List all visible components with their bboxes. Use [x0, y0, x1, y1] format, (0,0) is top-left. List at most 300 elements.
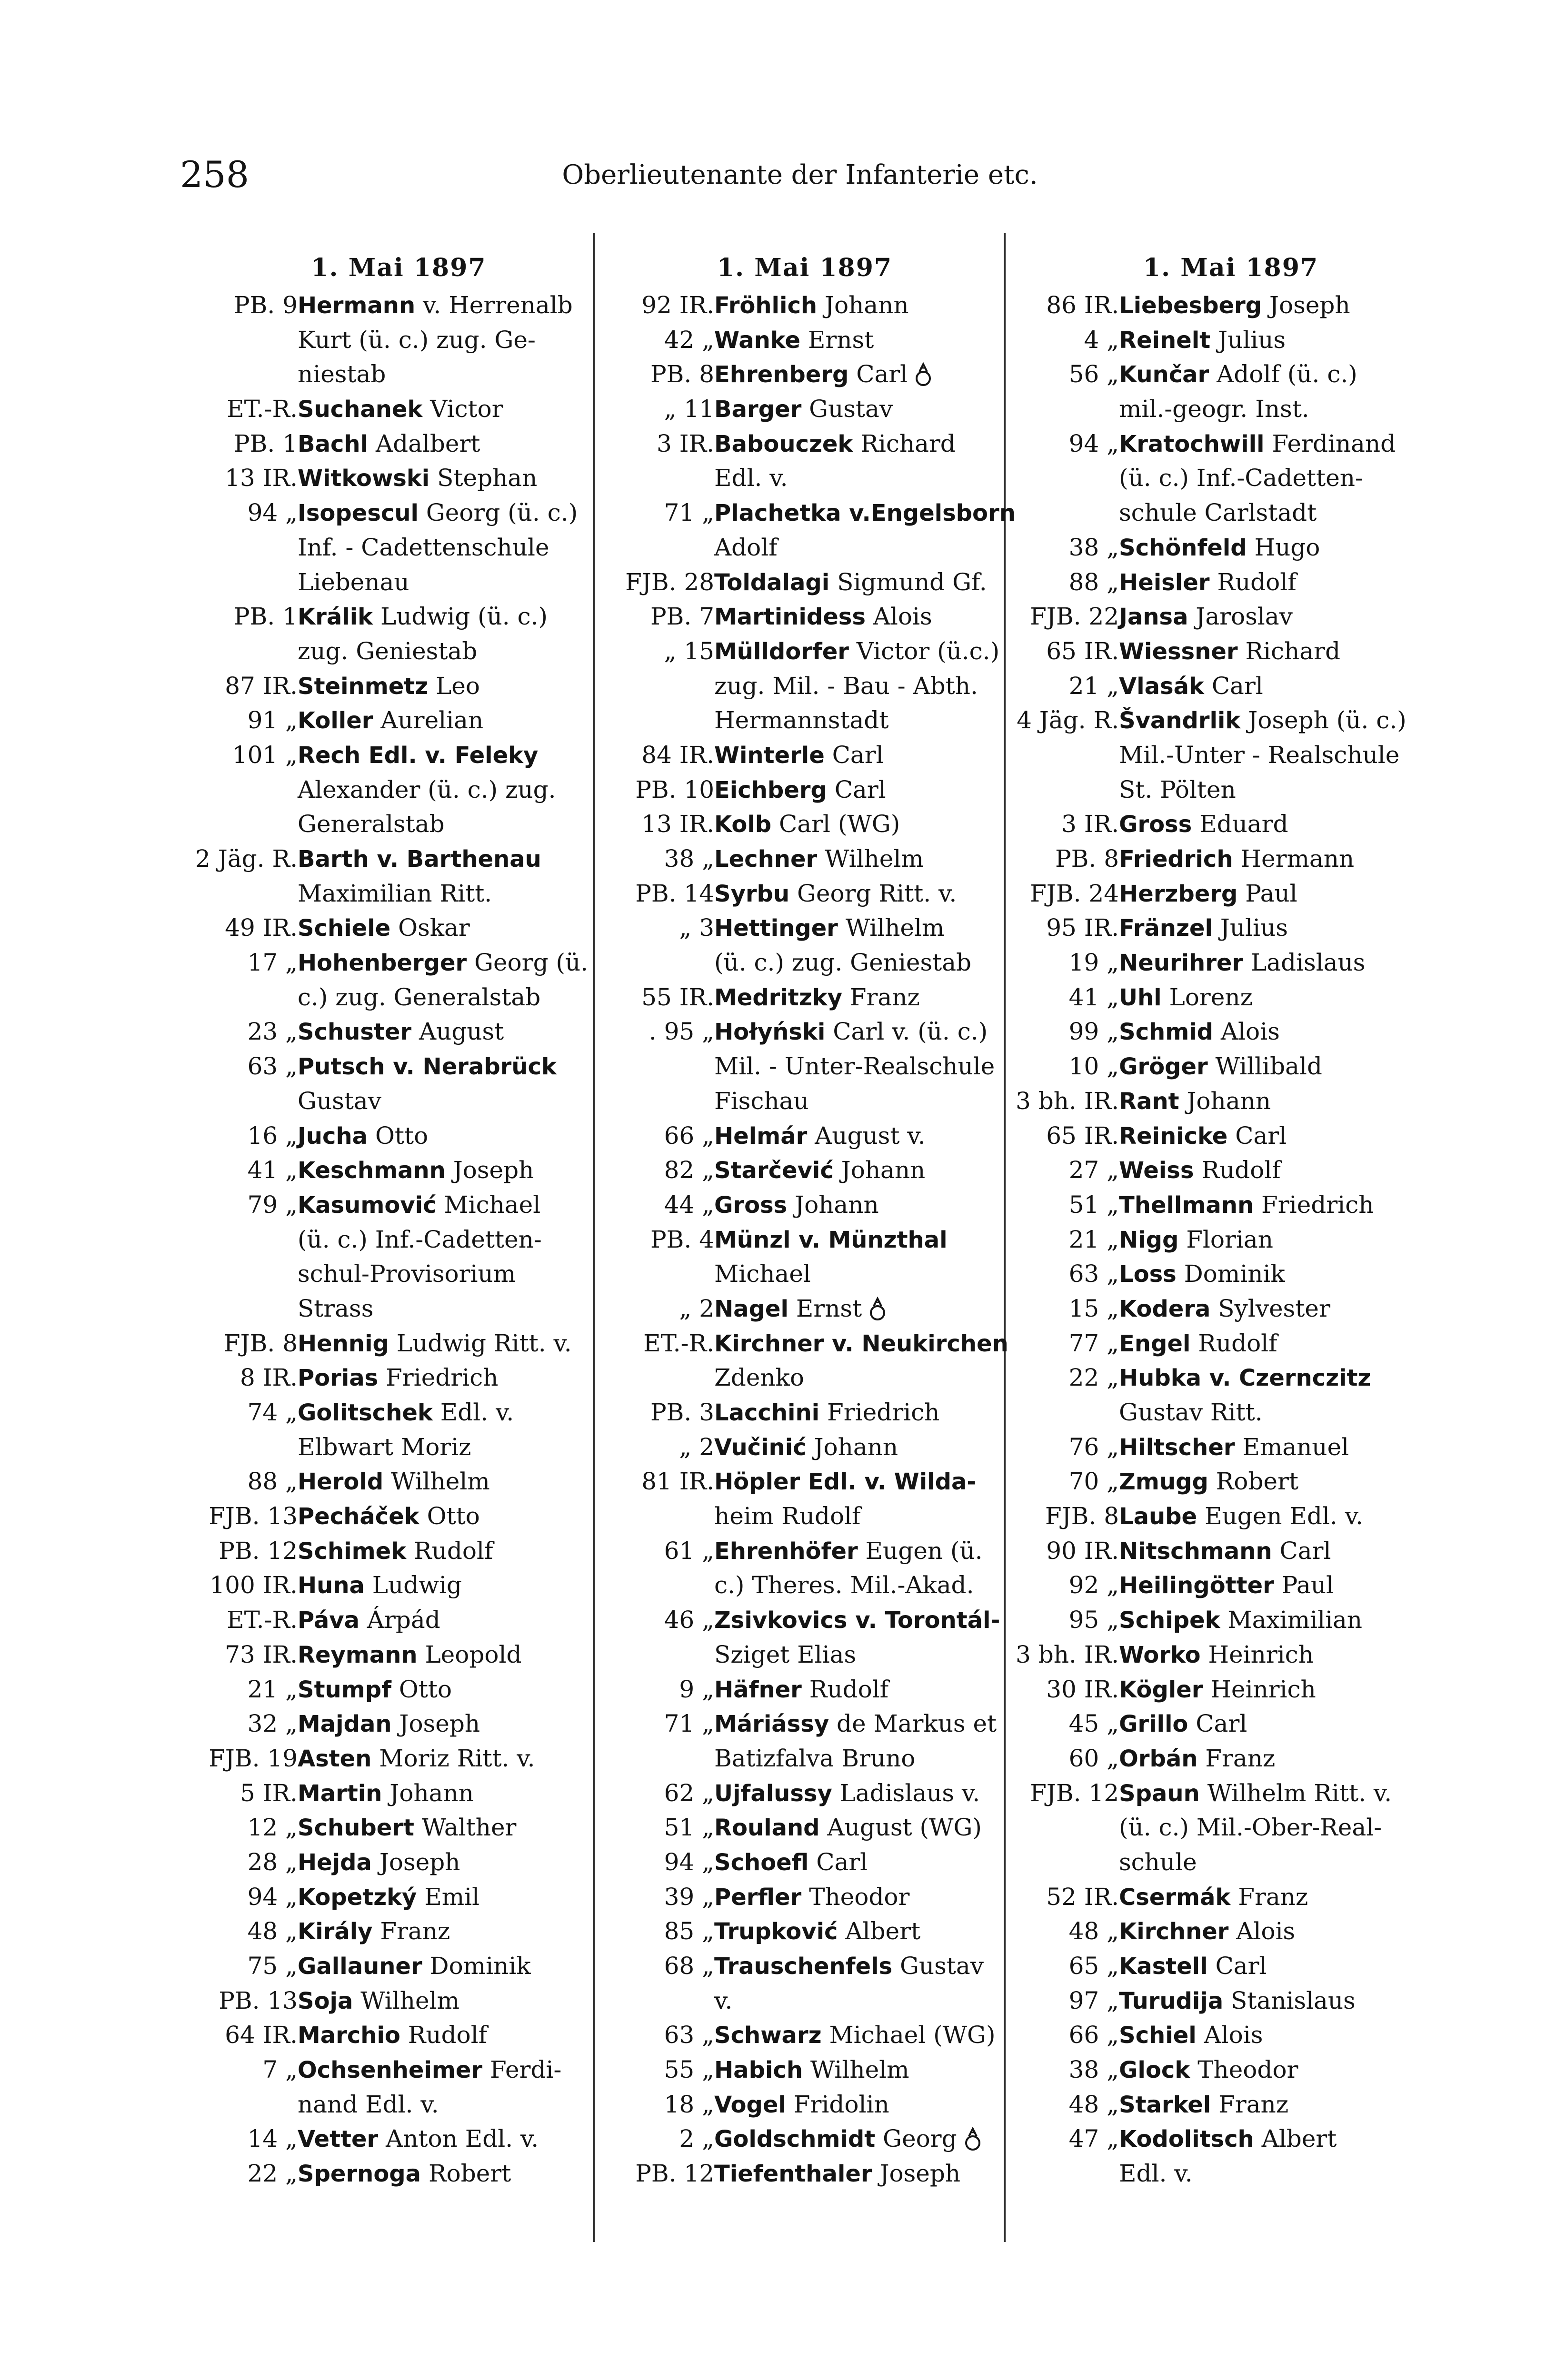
officer-details: Gustav — [801, 395, 893, 423]
officer-surname: Kirchner — [1119, 1918, 1229, 1945]
unit-designation: 101 „ — [232, 741, 298, 769]
column-3 — [1009, 248, 1452, 2191]
officer-surname: Neurihrer — [1119, 950, 1244, 977]
officer-entry — [605, 2053, 1005, 2087]
officer-entry — [1009, 634, 1452, 669]
officer-entry — [188, 1845, 609, 1880]
officer-details: Alois — [1228, 1917, 1296, 1945]
continuation-line: zug. Geniestab — [298, 637, 478, 665]
officer-entry — [605, 1014, 1005, 1118]
officer-entry — [1009, 323, 1452, 357]
officer-details: Leopold — [417, 1640, 522, 1668]
officer-entry — [1009, 1637, 1452, 1672]
officer-surname: Máriássy — [714, 1711, 829, 1738]
officer-surname: Thellmann — [1119, 1191, 1254, 1219]
unit-designation: 65 IR. — [1046, 1121, 1119, 1150]
officer-details: Carl — [808, 1848, 868, 1876]
officer-details: Carl — [827, 775, 886, 803]
unit-designation: 47 „ — [1068, 2125, 1119, 2153]
officer-surname: Kasumović — [298, 1191, 437, 1219]
unit-designation: 21 „ — [247, 1675, 298, 1703]
officer-entry — [605, 911, 1005, 980]
officer-details: Walther — [414, 1814, 517, 1842]
officer-entry — [188, 392, 609, 426]
officer-details: Joseph — [371, 1848, 460, 1876]
officer-surname: Engel — [1119, 1330, 1191, 1357]
officer-details: Stephan — [429, 464, 538, 492]
officer-entry — [188, 426, 609, 461]
officer-details: Sigmund Gf. — [829, 568, 987, 596]
officer-entry — [188, 1049, 609, 1118]
officer-entry — [188, 1119, 609, 1153]
officer-surname: Gallauner — [298, 1953, 422, 1980]
unit-designation: 71 „ — [664, 1710, 714, 1738]
officer-details: Richard — [853, 429, 956, 457]
officer-surname: Wanke — [714, 327, 800, 354]
officer-entry — [1009, 1291, 1452, 1326]
officer-details: Julius — [1210, 326, 1286, 354]
continuation-line: Gustav Ritt. — [1119, 1398, 1263, 1426]
officer-entry — [188, 1188, 609, 1326]
unit-designation: 61 „ — [664, 1537, 714, 1565]
officer-surname: Králik — [298, 604, 373, 631]
unit-designation: PB. 9 — [234, 291, 298, 319]
unit-designation: 22 „ — [1068, 1364, 1119, 1392]
officer-entry — [1009, 1084, 1452, 1119]
unit-designation: 3 bh. IR. — [1016, 1640, 1119, 1668]
officer-details: Johann — [1179, 1087, 1271, 1115]
unit-designation: 38 „ — [1068, 533, 1119, 561]
officer-details: Otto — [391, 1675, 452, 1703]
officer-surname: Friedrich — [1119, 846, 1233, 873]
unit-designation: 100 IR. — [210, 1571, 298, 1599]
column-title: 1. Mai 1897 — [1143, 253, 1319, 282]
officer-surname: Nagel — [714, 1295, 788, 1322]
officer-surname: Hejda — [298, 1849, 372, 1876]
officer-surname: Kodera — [1119, 1295, 1211, 1322]
continuation-line: Sziget Elias — [714, 1640, 857, 1668]
unit-designation: 3 bh. IR. — [1016, 1087, 1119, 1115]
officer-surname: Zsivkovics v. Torontál- — [714, 1607, 1000, 1634]
officer-details: Emanuel — [1235, 1433, 1349, 1461]
officer-details: de Markus et — [829, 1710, 997, 1738]
decoration-icon — [868, 1296, 887, 1321]
unit-designation: FJB. 8 — [1045, 1502, 1119, 1530]
officer-details: Paul — [1274, 1571, 1334, 1599]
officer-details: Ferdi- — [482, 2056, 562, 2084]
officer-surname: Király — [298, 1918, 373, 1945]
officer-entry — [1009, 1983, 1452, 2018]
unit-designation: 22 „ — [247, 2160, 298, 2188]
officer-surname: Schiel — [1119, 2022, 1197, 2049]
unit-designation: . 95 „ — [649, 1018, 714, 1046]
officer-surname: Babouczek — [714, 430, 853, 457]
unit-designation: 38 „ — [664, 845, 714, 873]
officer-details: Hugo — [1247, 533, 1320, 561]
officer-entry — [1009, 1880, 1452, 1914]
unit-designation: 38 „ — [1068, 2056, 1119, 2084]
officer-surname: Barger — [714, 396, 802, 423]
officer-surname: Fröhlich — [714, 292, 818, 319]
officer-details: Stanislaus — [1223, 1986, 1356, 2014]
unit-designation: 95 IR. — [1046, 914, 1119, 942]
officer-details: Friedrich — [819, 1398, 940, 1426]
officer-surname: Švandrlik — [1119, 707, 1241, 734]
officer-entry — [1009, 1914, 1452, 1949]
officer-surname: Rouland — [714, 1815, 820, 1842]
officer-details: Paul — [1238, 879, 1298, 907]
officer-surname: Asten — [298, 1745, 372, 1772]
officer-entry — [1009, 1222, 1452, 1257]
officer-entry — [605, 599, 1005, 634]
officer-details: Georg Ritt. v. — [789, 879, 957, 907]
continuation-line: Batizfalva Bruno — [714, 1744, 916, 1772]
officer-surname: Kunčar — [1119, 361, 1209, 388]
officer-entry — [1009, 1153, 1452, 1188]
officer-surname: Schoefl — [714, 1849, 809, 1876]
continuation-line: Adolf — [714, 533, 778, 561]
officer-surname: Schwarz — [714, 2022, 822, 2049]
officer-details: Carl v. (ü. c.) — [825, 1018, 988, 1046]
officer-entry — [188, 1534, 609, 1568]
officer-entry — [605, 1949, 1005, 2018]
unit-designation: PB. 4 — [650, 1225, 714, 1253]
unit-designation: 23 „ — [247, 1018, 298, 1046]
officer-surname: Uhl — [1119, 984, 1162, 1011]
unit-designation: 16 „ — [247, 1121, 298, 1150]
officer-details: Franz — [372, 1917, 450, 1945]
unit-designation: 63 „ — [247, 1052, 298, 1081]
officer-surname: Martin — [298, 1780, 382, 1807]
unit-designation: 62 „ — [664, 1779, 714, 1807]
unit-designation: FJB. 24 — [1030, 879, 1119, 907]
officer-surname: Fränzel — [1119, 915, 1213, 942]
officer-surname: Hettinger — [714, 915, 838, 942]
officer-entry — [605, 773, 1005, 807]
officer-entry — [188, 1741, 609, 1776]
officer-surname: Gröger — [1119, 1053, 1208, 1081]
continuation-line: Alexander (ü. c.) zug. — [298, 775, 556, 803]
officer-entry — [1009, 530, 1452, 565]
officer-entry — [188, 1326, 609, 1361]
officer-surname: Schimek — [298, 1537, 407, 1565]
officer-surname: Plachetka v.Engelsborn — [714, 500, 1016, 527]
officer-entry — [605, 2087, 1005, 2122]
continuation-line: St. Pölten — [1119, 775, 1236, 803]
continuation-line: c.) zug. Generalstab — [298, 983, 541, 1011]
officer-surname: Reymann — [298, 1641, 418, 1668]
unit-designation: ET.-R. — [643, 1329, 714, 1357]
officer-entry — [188, 1637, 609, 1672]
officer-surname: Herzberg — [1119, 880, 1238, 907]
officer-details: Rudolf — [1190, 1329, 1278, 1357]
officer-details: Eugen (ü. — [858, 1537, 983, 1565]
officer-entry — [1009, 2053, 1452, 2087]
officer-details: Ladislaus v. — [832, 1779, 980, 1807]
officer-surname: Goldschmidt — [714, 2126, 876, 2153]
officer-surname: Trupković — [714, 1918, 838, 1945]
unit-designation: ET.-R. — [227, 395, 298, 423]
column-title: 1. Mai 1897 — [717, 253, 893, 282]
officer-entry — [605, 1603, 1005, 1672]
officer-details: Ludwig — [364, 1571, 462, 1599]
officer-surname: Eichberg — [714, 776, 827, 803]
officer-surname: Heilingötter — [1119, 1572, 1274, 1599]
unit-designation: 70 „ — [1068, 1468, 1119, 1496]
officer-surname: Tiefenthaler — [714, 2161, 872, 2188]
officer-entry — [605, 357, 1005, 392]
officer-surname: Hennig — [298, 1330, 389, 1357]
unit-designation: 13 IR. — [641, 810, 714, 838]
officer-entry — [605, 1810, 1005, 1845]
unit-designation: 2 „ — [679, 2125, 714, 2153]
officer-surname: Syrbu — [714, 880, 790, 907]
officer-entry — [1009, 1949, 1452, 1983]
officer-surname: Kratochwill — [1119, 430, 1265, 457]
officer-entry — [1009, 1360, 1452, 1429]
officer-entry — [188, 1603, 609, 1637]
officer-entry — [1009, 1049, 1452, 1084]
continuation-line: heim Rudolf — [714, 1502, 861, 1530]
officer-details: Otto — [419, 1502, 480, 1530]
officer-details: Friedrich — [378, 1364, 499, 1392]
continuation-line: Mil.-Unter - Realschule — [1119, 741, 1400, 769]
officer-surname: Lechner — [714, 846, 818, 873]
officer-details: Theodor — [1190, 2056, 1298, 2084]
officer-details: Wilhelm — [838, 914, 945, 942]
officer-surname: Schmid — [1119, 1019, 1214, 1046]
unit-designation: 63 „ — [664, 2021, 714, 2049]
unit-designation: 27 „ — [1068, 1156, 1119, 1184]
officer-surname: Schönfeld — [1119, 534, 1247, 561]
officer-details: Dominik — [1176, 1260, 1285, 1288]
officer-surname: Putsch v. Nerabrück — [298, 1053, 557, 1081]
officer-entry — [1009, 1326, 1452, 1361]
officer-surname: Schiele — [298, 915, 391, 942]
officer-surname: Wiessner — [1119, 638, 1238, 665]
unit-designation: 65 „ — [1068, 1952, 1119, 1980]
officer-entry — [1009, 911, 1452, 945]
unit-designation: FJB. 28 — [625, 568, 714, 596]
officer-details: Theodor — [801, 1883, 910, 1911]
officer-details: Sylvester — [1210, 1294, 1330, 1322]
unit-designation: „ 11 — [664, 395, 714, 423]
officer-entry — [188, 1499, 609, 1534]
continuation-line: Elbwart Moriz — [298, 1433, 471, 1461]
officer-details: Otto — [368, 1121, 429, 1150]
continuation-line: mil.-geogr. Inst. — [1119, 395, 1309, 423]
officer-details: Hermann — [1233, 845, 1355, 873]
officer-surname: Martinidess — [714, 604, 866, 631]
officer-surname: Huna — [298, 1572, 365, 1599]
continuation-line: Fischau — [714, 1087, 809, 1115]
officer-details: Joseph — [391, 1710, 480, 1738]
officer-details: Franz — [842, 983, 920, 1011]
officer-entry — [1009, 1119, 1452, 1153]
unit-designation: FJB. 13 — [209, 1502, 298, 1530]
unit-designation: 76 „ — [1068, 1433, 1119, 1461]
officer-details: Maximilian — [1220, 1606, 1362, 1634]
unit-designation: 44 „ — [664, 1190, 714, 1219]
officer-surname: Mülldorfer — [714, 638, 849, 665]
officer-details: Oskar — [390, 914, 470, 942]
continuation-line: Liebenau — [298, 568, 409, 596]
officer-surname: Starčević — [714, 1157, 834, 1184]
officer-entry — [188, 1983, 609, 2018]
officer-details: Emil — [417, 1883, 480, 1911]
officer-surname: Keschmann — [298, 1157, 446, 1184]
decoration-icon — [964, 2126, 982, 2151]
officer-surname: Spaun — [1119, 1780, 1200, 1807]
continuation-line: Mil. - Unter-Realschule — [714, 1052, 995, 1081]
officer-entry — [1009, 1014, 1452, 1049]
unit-designation: 82 „ — [664, 1156, 714, 1184]
officer-entry — [188, 1464, 609, 1499]
officer-entry — [605, 1326, 1008, 1395]
officer-details: Ladislaus — [1243, 949, 1366, 977]
officer-surname: Jucha — [298, 1122, 368, 1150]
unit-designation: 75 „ — [247, 1952, 298, 1980]
unit-designation: 94 „ — [664, 1848, 714, 1876]
officer-entry — [605, 288, 1005, 323]
officer-surname: Marchio — [298, 2022, 400, 2049]
officer-entry — [605, 1534, 1005, 1603]
officer-surname: Koller — [298, 707, 373, 734]
continuation-line: (ü. c.) Inf.-Cadetten- — [1119, 464, 1363, 492]
officer-entry — [605, 1776, 1005, 1811]
officer-entry — [1009, 599, 1452, 634]
officer-details: Carl — [1272, 1537, 1331, 1565]
officer-entry — [605, 1845, 1005, 1880]
unit-designation: PB. 12 — [219, 1537, 298, 1565]
officer-details: Adolf (ü. c.) — [1209, 360, 1357, 388]
officer-details: Rudolf — [801, 1675, 889, 1703]
unit-designation: 56 „ — [1068, 360, 1119, 388]
officer-surname: Páva — [298, 1607, 359, 1634]
officer-entry — [188, 738, 609, 842]
officer-surname: Rant — [1119, 1088, 1179, 1115]
unit-designation: 66 „ — [664, 1121, 714, 1150]
officer-details: Albert — [1254, 2125, 1337, 2153]
officer-details: Joseph — [872, 2160, 961, 2188]
officer-surname: Nitschmann — [1119, 1537, 1272, 1565]
officer-surname: Kirchner v. Neukirchen — [714, 1330, 1008, 1357]
officer-entry — [188, 1914, 609, 1949]
unit-designation: PB. 7 — [650, 603, 714, 631]
continuation-line: Hermannstadt — [714, 706, 889, 734]
officer-entry — [188, 842, 609, 911]
officer-surname: Stumpf — [298, 1676, 391, 1703]
unit-designation: ET.-R. — [227, 1606, 298, 1634]
officer-entry — [1009, 1568, 1452, 1603]
officer-surname: Witkowski — [298, 465, 430, 492]
officer-details: Victor — [422, 395, 503, 423]
unit-designation: 48 „ — [1068, 1917, 1119, 1945]
officer-entry — [605, 426, 1005, 496]
officer-details: Árpád — [359, 1606, 440, 1634]
officer-surname: Starkel — [1119, 2091, 1211, 2118]
officer-surname: Vogel — [714, 2091, 786, 2118]
officer-details: Rudolf — [1209, 568, 1297, 596]
officer-surname: Hołyński — [714, 1019, 826, 1046]
unit-designation: 17 „ — [247, 949, 298, 977]
officer-details: Dominik — [422, 1952, 531, 1980]
officer-surname: Vetter — [298, 2126, 379, 2153]
unit-designation: 52 IR. — [1046, 1883, 1119, 1911]
unit-designation: 28 „ — [247, 1848, 298, 1876]
officer-surname: Turudija — [1119, 1987, 1224, 2014]
officer-entry — [605, 1672, 1005, 1707]
officer-surname: Worko — [1119, 1641, 1201, 1668]
officer-entry — [605, 980, 1005, 1015]
unit-designation: „ 2 — [679, 1433, 714, 1461]
continuation-line: Strass — [298, 1294, 374, 1322]
officer-entry — [188, 703, 609, 738]
continuation-line: Michael — [714, 1260, 811, 1288]
officer-details: Wilhelm — [353, 1986, 459, 2014]
officer-details: Franz — [1211, 2090, 1289, 2118]
officer-details: Georg (ü. — [467, 949, 589, 977]
officer-details: Georg (ü. c.) — [418, 499, 578, 527]
unit-designation: 94 „ — [1068, 429, 1119, 457]
unit-designation: „ 15 — [664, 637, 714, 665]
officer-surname: Majdan — [298, 1711, 392, 1738]
officer-details: Wilhelm Ritt. v. — [1199, 1779, 1392, 1807]
officer-surname: Kastell — [1119, 1953, 1208, 1980]
officer-surname: Heisler — [1119, 569, 1210, 596]
officer-details: Franz — [1198, 1744, 1276, 1772]
officer-details: Jaroslav — [1188, 603, 1293, 631]
officer-entry — [1009, 1741, 1452, 1776]
officer-details: Ludwig Ritt. v. — [389, 1329, 572, 1357]
unit-designation: 97 „ — [1068, 1986, 1119, 2014]
unit-designation: 66 „ — [1068, 2021, 1119, 2049]
unit-designation: 73 IR. — [225, 1640, 298, 1668]
officer-surname: Gross — [714, 1191, 788, 1219]
unit-designation: 8 IR. — [240, 1364, 298, 1392]
officer-surname: Toldalagi — [714, 569, 830, 596]
unit-designation: FJB. 12 — [1030, 1779, 1119, 1807]
officer-entry — [605, 1464, 1005, 1533]
unit-designation: „ 2 — [679, 1294, 714, 1322]
unit-designation: 9 „ — [679, 1675, 714, 1703]
officer-surname: Kögler — [1119, 1676, 1203, 1703]
officer-details: Ernst — [788, 1294, 862, 1322]
officer-details: Anton Edl. v. — [378, 2125, 539, 2153]
officer-details: Michael (WG) — [821, 2021, 996, 2049]
officer-entry — [1009, 980, 1452, 1015]
officer-details: Fridolin — [786, 2090, 889, 2118]
officer-entry — [188, 1395, 609, 1464]
officer-details: Georg — [875, 2125, 957, 2153]
officer-entry — [188, 1672, 609, 1707]
officer-entry — [605, 1222, 1005, 1291]
continuation-line: schul-Provisorium — [298, 1260, 516, 1288]
officer-surname: Porias — [298, 1365, 379, 1392]
officer-entry — [188, 2122, 609, 2156]
officer-details: August — [411, 1018, 504, 1046]
continuation-line: Zdenko — [714, 1364, 804, 1392]
officer-entry — [605, 738, 1005, 773]
continuation-line: (ü. c.) zug. Geniestab — [714, 949, 972, 977]
officer-entry — [188, 911, 609, 945]
officer-surname: Kopetzký — [298, 1884, 417, 1911]
officer-surname: Laube — [1119, 1503, 1198, 1530]
unit-designation: 55 „ — [664, 2056, 714, 2084]
officer-details: Carl — [1204, 672, 1263, 700]
continuation-line: c.) Theres. Mil.-Akad. — [714, 1571, 974, 1599]
unit-designation: 32 „ — [247, 1710, 298, 1738]
